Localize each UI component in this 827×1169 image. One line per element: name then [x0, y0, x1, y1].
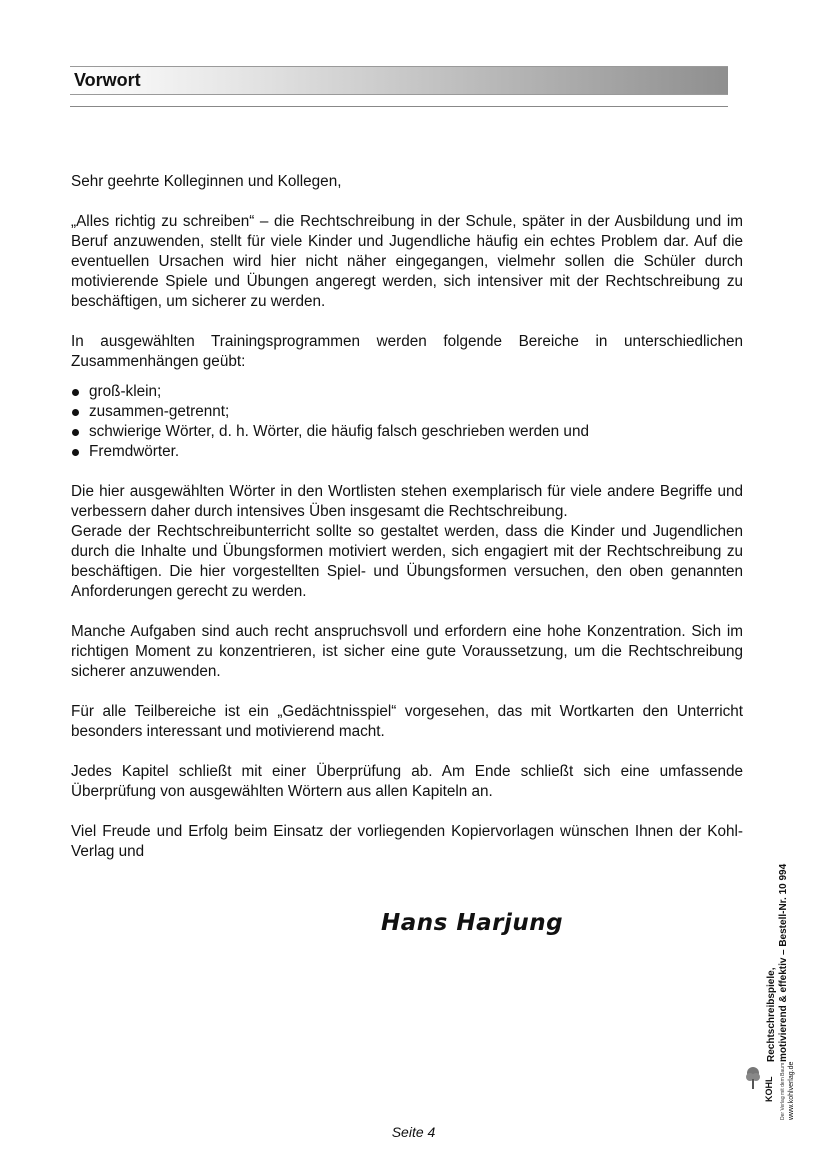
- bullet-icon: [72, 389, 79, 396]
- list-item: [71, 442, 743, 462]
- publisher-logo: KOHL: [764, 1076, 774, 1102]
- bullet-icon: [72, 409, 79, 416]
- list-item-text: groß-klein;: [89, 383, 162, 400]
- body-text: [71, 172, 743, 882]
- list-item-text: schwierige Wörter, d. h. Wörter, die häufig falsch geschrieben werden und: [89, 423, 589, 440]
- book-title-line1: Rechtschreibspiele,: [766, 967, 777, 1062]
- paragraph-closing: Viel Freude und Erfolg beim Einsatz der vorliegenden Kopiervorlagen wünschen Ihnen der Kohl-Verlag und: [71, 823, 743, 860]
- paragraph-memory-game: Für alle Teilbereiche ist ein „Gedächtnisspiel“ vorgesehen, das mit Wortkarten den Unterricht besonders interessant und motivierend macht.: [71, 703, 743, 740]
- publisher-tagline: Der Verlag mit dem Baum: [780, 1062, 786, 1120]
- salutation: Sehr geehrte Kolleginnen und Kollegen,: [71, 173, 342, 190]
- page-number: Seite 4: [391, 1124, 436, 1140]
- list-item-text: zusammen-getrennt;: [89, 403, 230, 420]
- paragraph-chapters: Jedes Kapitel schließt mit einer Überprüfung ab. Am Ende schließt sich eine umfassende Überprüfung von ausgewählten Wörtern aus allen Kapiteln an.: [71, 763, 743, 800]
- order-number: – Bestell-Nr. 10 994: [778, 863, 789, 955]
- bullet-icon: [72, 429, 79, 436]
- list-item-text: Fremdwörter.: [89, 443, 180, 460]
- list-item: [71, 382, 743, 402]
- paragraph-teaching: Gerade der Rechtschreibunterricht sollte so gestaltet werden, dass die Kinder und Jugendlichen durch die Inhalte und Übungsformen motiviert werden, sich engagiert mit der Rechtschreibung zu beschäftigen. Die hier vorgestellten Spiel- und Übungsformen versuchen, den oben genannten Anforderungen gerecht zu werden.: [71, 523, 743, 600]
- paragraph-wordlists: Die hier ausgewählten Wörter in den Wortlisten stehen exemplarisch für viele andere Begriffe und verbessern daher durch intensives Üben insgesamt die Rechtschreibung.: [71, 483, 743, 520]
- header-bar: [70, 66, 728, 95]
- header-divider: [70, 106, 728, 107]
- bullet-list: [71, 382, 743, 462]
- list-item: [71, 402, 743, 422]
- paragraph-areas: In ausgewählten Trainingsprogrammen werden folgende Bereiche in unterschiedlichen Zusammenhängen geübt:: [71, 333, 743, 370]
- bullet-icon: [72, 449, 79, 456]
- book-title-line2: motivierend & effektiv: [778, 957, 789, 1062]
- publisher-url: www.kohlverlag.de: [788, 1061, 795, 1120]
- page-title: Vorwort: [74, 70, 141, 90]
- list-item: [71, 422, 743, 442]
- author-signature: Hans Harjung: [381, 910, 564, 936]
- publisher-sidebar: [744, 780, 804, 1120]
- paragraph-concentration: Manche Aufgaben sind auch recht anspruchsvoll und erfordern eine hohe Konzentration. Sich im richtigen Moment zu konzentrieren, ist sicher eine gute Voraussetzung, um die Rechtschreibung sicherer anzuwenden.: [71, 623, 743, 680]
- paragraph-intro: „Alles richtig zu schreiben“ – die Rechtschreibung in der Schule, später in der Ausbildung und im Beruf anzuwenden, stellt für viele Kinder und Jugendliche häufig ein echtes Problem dar. Auf die eventuellen Ursachen wird hier nicht näher eingegangen, vielmehr sollen die Schüler durch motivierende Spiele und Übungen angeregt werden, sich intensiver mit der Rechtschreibung zu beschäftigen, um sicherer zu werden.: [71, 213, 743, 310]
